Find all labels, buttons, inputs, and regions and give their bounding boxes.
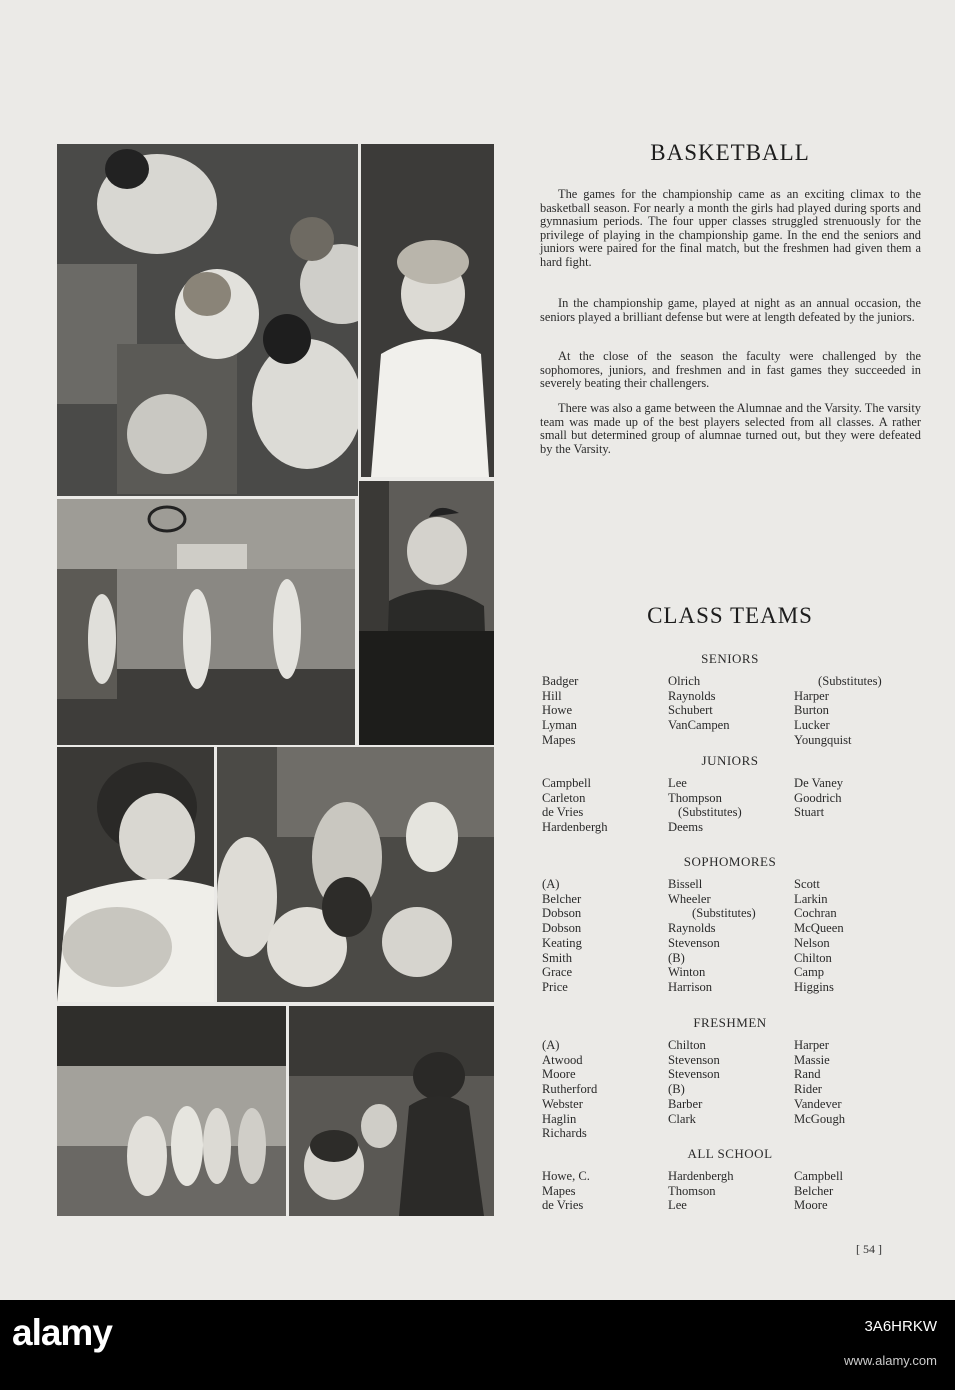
- team-member: Chilton: [668, 1038, 706, 1052]
- team-member: Howe: [542, 703, 573, 718]
- photo-gymnasium-players: [57, 499, 355, 745]
- team-member: Mapes: [542, 1183, 576, 1198]
- sophomores-col-1: [542, 877, 582, 995]
- article-paragraph-4: There was also a game between the Alumnae and the Varsity. The varsity team was made up of the best players selected from all classes. A rather small but determined group of alumnae turned out, but they were defeated by the Varsity.: [540, 401, 921, 456]
- team-member: Lyman: [542, 718, 577, 733]
- sophomores-col-3: [794, 877, 844, 995]
- sophomores-heading: SOPHOMORES: [683, 854, 777, 869]
- team-member: Richards: [542, 1126, 587, 1141]
- team-member: Camp: [794, 965, 825, 980]
- article-paragraph-2: In the championship game, played at night as an annual occasion, the seniors played a brilliant defense but were at length defeated by the juniors.: [540, 296, 921, 324]
- team-member: Howe, C.: [542, 1169, 590, 1183]
- team-member: Price: [542, 979, 568, 994]
- article-title: BASKETBALL: [650, 140, 810, 165]
- team-member: Raynolds: [668, 688, 716, 703]
- all-school-heading: ALL SCHOOL: [687, 1146, 773, 1161]
- team-member: Dobson: [542, 921, 582, 936]
- team-member: Webster: [542, 1096, 583, 1111]
- team-member: (A): [542, 1038, 560, 1052]
- photo-woman-at-table: [359, 481, 494, 745]
- article-paragraph-3: At the close of the season the faculty were challenged by the sophomores, juniors, and freshmen and in fast games they succeeded in severely beating their challengers.: [540, 349, 921, 391]
- team-member: Lee: [668, 776, 687, 790]
- team-member: Lee: [668, 1198, 687, 1213]
- all-school-col-3: [794, 1169, 843, 1213]
- team-member: Mapes: [542, 732, 576, 747]
- freshmen-heading: FRESHMEN: [693, 1015, 767, 1030]
- team-member: Harper: [794, 688, 829, 703]
- team-member: Barber: [668, 1096, 703, 1111]
- freshmen-col-3: [794, 1038, 845, 1126]
- team-member: McQueen: [794, 921, 844, 936]
- team-member: Stuart: [794, 805, 825, 820]
- team-member: Clark: [668, 1111, 696, 1126]
- team-member: Harper: [794, 1038, 829, 1052]
- team-member: (Substitutes): [678, 805, 742, 820]
- team-member: Scott: [794, 877, 820, 891]
- team-member: Campbell: [542, 776, 591, 790]
- team-member: Chilton: [794, 950, 832, 965]
- team-member: (A): [542, 877, 560, 891]
- team-member: de Vries: [542, 805, 584, 820]
- team-member: (B): [668, 1082, 685, 1097]
- team-member: Badger: [542, 674, 579, 688]
- team-member: Moore: [794, 1198, 828, 1213]
- team-member: Raynolds: [668, 921, 716, 936]
- team-member: Hill: [542, 688, 562, 703]
- freshmen-col-1: [542, 1038, 597, 1141]
- team-member: Grace: [542, 965, 573, 980]
- team-member: Schubert: [668, 703, 713, 718]
- juniors-col-3: [794, 776, 843, 820]
- team-member: Olrich: [668, 674, 701, 688]
- stock-site-url: www.alamy.com: [844, 1353, 937, 1368]
- team-member: Winton: [668, 965, 706, 980]
- team-member: Moore: [542, 1067, 576, 1082]
- team-member: Nelson: [794, 935, 830, 950]
- juniors-col-1: [542, 776, 608, 835]
- team-member: Smith: [542, 950, 573, 965]
- team-member: Haglin: [542, 1111, 577, 1126]
- seniors-col-1: [542, 674, 578, 748]
- sophomores-col-2: [668, 877, 756, 995]
- page-number: [ 54 ]: [856, 1242, 882, 1256]
- team-member: Hardenbergh: [542, 820, 608, 835]
- all-school-col-1: [542, 1169, 590, 1213]
- team-member: Carleton: [542, 790, 586, 805]
- photo-gym-court-players: [57, 1006, 286, 1216]
- team-member: Deems: [668, 820, 703, 835]
- team-member: Bissell: [668, 877, 703, 891]
- photo-girls-in-jumpers: [289, 1006, 494, 1216]
- photo-smiling-player-closeup: [57, 747, 214, 1002]
- team-member: Massie: [794, 1052, 830, 1067]
- team-member: (B): [668, 950, 685, 965]
- juniors-heading: JUNIORS: [701, 753, 759, 768]
- team-member: Stevenson: [668, 935, 720, 950]
- team-member: Belcher: [794, 1183, 834, 1198]
- team-member: Thomson: [668, 1183, 716, 1198]
- class-teams-title: CLASS TEAMS: [647, 603, 813, 628]
- team-member: Larkin: [794, 891, 828, 906]
- team-member: Stevenson: [668, 1067, 720, 1082]
- team-member: Cochran: [794, 906, 837, 921]
- team-member: VanCampen: [668, 718, 730, 733]
- team-member: Campbell: [794, 1169, 843, 1183]
- team-member: Atwood: [542, 1052, 583, 1067]
- team-member: Belcher: [542, 891, 582, 906]
- team-member: (Substitutes): [692, 906, 756, 921]
- photo-smiling-girl-portrait: [361, 144, 494, 477]
- team-member: Goodrich: [794, 790, 842, 805]
- stock-image-code: 3A6HRKW: [864, 1318, 937, 1335]
- team-member: Hardenbergh: [668, 1169, 734, 1183]
- team-member: De Vaney: [794, 776, 844, 790]
- team-member: Thompson: [668, 790, 722, 805]
- team-member: Harrison: [668, 979, 713, 994]
- all-school-col-2: [668, 1169, 734, 1213]
- seniors-heading: SENIORS: [701, 651, 759, 666]
- team-member: (Substitutes): [818, 674, 882, 688]
- team-member: Rutherford: [542, 1082, 598, 1097]
- juniors-col-2: [668, 776, 742, 835]
- team-member: Youngquist: [794, 732, 852, 747]
- team-member: McGough: [794, 1111, 846, 1126]
- stock-footer-bar: [0, 1300, 955, 1390]
- photo-team-huddle: [217, 747, 494, 1002]
- freshmen-col-2: [668, 1038, 720, 1126]
- team-member: Burton: [794, 703, 829, 718]
- team-member: Dobson: [542, 906, 582, 921]
- stock-brand-logo: alamy: [12, 1312, 112, 1353]
- team-member: Higgins: [794, 979, 834, 994]
- team-member: Wheeler: [668, 891, 711, 906]
- article-paragraph-1: The games for the championship came as an exciting climax to the basketball season. For nearly a month the girls had played during sports and gymnasium periods. The four upper classes struggled strenuously for the privilege of playing in the championship game. In the end the seniors and juniors were paired for the final match, but the freshmen had given them a hard fight.: [540, 187, 921, 269]
- seniors-col-2: [668, 674, 730, 733]
- team-member: Rand: [794, 1067, 821, 1082]
- team-member: Keating: [542, 935, 582, 950]
- team-member: Vandever: [794, 1096, 842, 1111]
- team-member: Stevenson: [668, 1052, 720, 1067]
- team-member: de Vries: [542, 1198, 584, 1213]
- seniors-col-3: [794, 674, 882, 748]
- team-member: Rider: [794, 1082, 822, 1097]
- photo-girls-sitting-floor: [57, 144, 358, 496]
- team-member: Lucker: [794, 718, 830, 733]
